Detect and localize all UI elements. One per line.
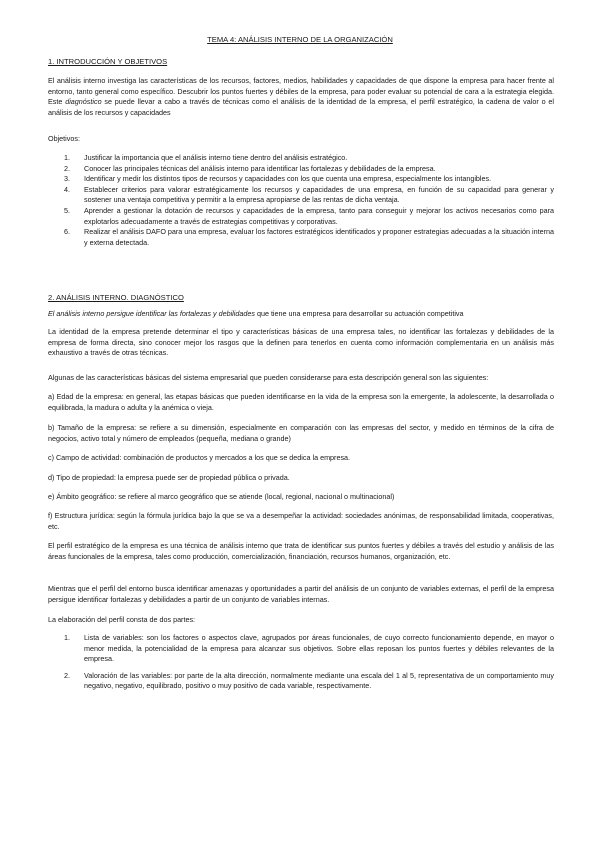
list-item: 1. Lista de variables: son los factores o aspectos clave, agrupados por áreas funcionales, de cuyo correcto funcionamiento depende, en mayor o menor medida, la potencialidad de la empresa para alcanzar sus objetivos. Sobre ellas reposan los puntos fuertes y débiles relevantes de la empresa.	[64, 633, 554, 664]
intro-paragraph	[48, 76, 554, 118]
list-item: 1. Justificar la importancia que el análisis interno tiene dentro del análisis estratégico.	[64, 153, 348, 162]
characteristic-propiedad: d) Tipo de propiedad: la empresa puede ser de propiedad pública o privada.	[48, 473, 290, 482]
whereas-paragraph: Mientras que el perfil del entorno busca identificar amenazas y oportunidades a partir del análisis de un conjunto de variables externas, el perfil de la empresa persigue identificar fortalezas y debilidades a partir de un conjunto de variables internas.	[48, 584, 554, 604]
list-item: 6. Realizar el análisis DAFO para una empresa, evaluar los factores estratégicos identificados y proponer estrategias adecuadas a la situación interna y externa detectada.	[64, 227, 554, 247]
list-item: 3. Identificar y medir los distintos tipos de recursos y capacidades con los que cuenta una empresa, especialmente los intangibles.	[64, 174, 492, 184]
intro-text-b: se puede llevar a cabo a través de técnicas como el análisis de la identidad de la empresa, el perfil estratégico, la cadena de valor o el análisis de los recursos y capacidades	[48, 97, 554, 117]
characteristic-campo: c) Campo de actividad: combinación de productos y mercados a los que se dedica la empresa.	[48, 453, 351, 462]
section-heading-introduccion: 1. INTRODUCCIÓN Y OBJETIVOS	[48, 57, 168, 66]
parts-intro: La elaboración del perfil consta de dos partes:	[48, 615, 196, 624]
profile-paragraph: El perfil estratégico de la empresa es una técnica de análisis interno que trata de identificar sus puntos fuertes y débiles a través del estudio y análisis de las áreas funcionales de la empresa, tales como producción, comercialización, financiación, recursos humanos, organización, etc.	[48, 541, 554, 561]
list-item: 4. Establecer criterios para valorar estratégicamente los recursos y capacidades de una empresa, en función de su capacidad para generar y sostener una ventaja competitiva y permitir a la empresa apropiarse de las rentas de dicha ventaja.	[64, 184, 554, 205]
diagnostico-lead	[48, 309, 554, 320]
identity-paragraph: La identidad de la empresa pretende determinar el tipo y características básicas de una empresa tales, no identificar las fortalezas y debilidades de la empresa de forma directa, sino conocer mejor los rasgos que la definen para tenerlos en cuenta como información complementaria en un análisis más exhaustivo a través de otras técnicas.	[48, 327, 554, 358]
list-item: 2. Conocer las principales técnicas del análisis interno para identificar las fortalezas y debilidades de la empresa.	[64, 163, 436, 173]
objectives-list	[48, 153, 554, 248]
list-item: 5. Aprender a gestionar la dotación de recursos y capacidades de la empresa, tanto para conseguir y mejorar los activos necesarios como para explotarlos adecuadamente a través de estrategias competitivas y corporativas.	[64, 205, 554, 226]
lead-emphasis: El análisis interno persigue identificar las fortalezas y debilidades	[48, 309, 255, 318]
lead-rest: que tiene una empresa para desarrollar su actuación competitiva	[254, 309, 464, 318]
characteristic-estructura: f) Estructura jurídica: según la fórmula jurídica bajo la que se va a desempeñar la actividad: sociedades anónimas, de responsabilidad limitada, cooperativas, etc.	[48, 511, 554, 531]
section-heading-diagnostico: 2. ANÁLISIS INTERNO. DIAGNÓSTICO	[48, 293, 184, 302]
characteristics-intro: Algunas de las características básicas del sistema empresarial que pueden considerarse para esta descripción general son las siguientes:	[48, 373, 489, 382]
characteristic-edad: a) Edad de la empresa: en general, las etapas básicas que pueden identificarse en la vida de la empresa son la emergente, la adolescente, la desarrollada o equilibrada, la madura o adulta y la anémica o vieja.	[48, 392, 554, 412]
intro-text-emphasis: diagnóstico	[65, 97, 102, 107]
document-title: TEMA 4: ANÁLISIS INTERNO DE LA ORGANIZACIÓN	[207, 35, 393, 44]
parts-list	[48, 633, 554, 692]
objectives-label: Objetivos:	[48, 134, 80, 143]
characteristic-tamano: b) Tamaño de la empresa: se refiere a su dimensión, especialmente en comparación con las empresas del sector, y medido en términos de la cifra de negocios, activo total y número de empleados (pequeña, mediana o grande)	[48, 423, 554, 443]
intro-text-a: El análisis interno investiga las características de los recursos, factores, medios, habilidades y capacidades de que dispone la empresa para hacer frente al entorno, tanto general como específico. Descubrir los puntos fuertes y débiles de la empresa, para poder evaluar su potencial de cara a la estrategia elegida. Este	[48, 76, 554, 107]
list-item: 2. Valoración de las variables: por parte de la alta dirección, normalmente mediante una escala del 1 al 5, representativa de un comportamiento muy negativo, negativo, equilibrado, positivo o muy positivo de cada variable, respectivamente.	[64, 670, 554, 691]
characteristic-ambito: e) Ámbito geográfico: se refiere al marco geográfico que se atiende (local, regional, nacional o multinacional)	[48, 492, 395, 501]
